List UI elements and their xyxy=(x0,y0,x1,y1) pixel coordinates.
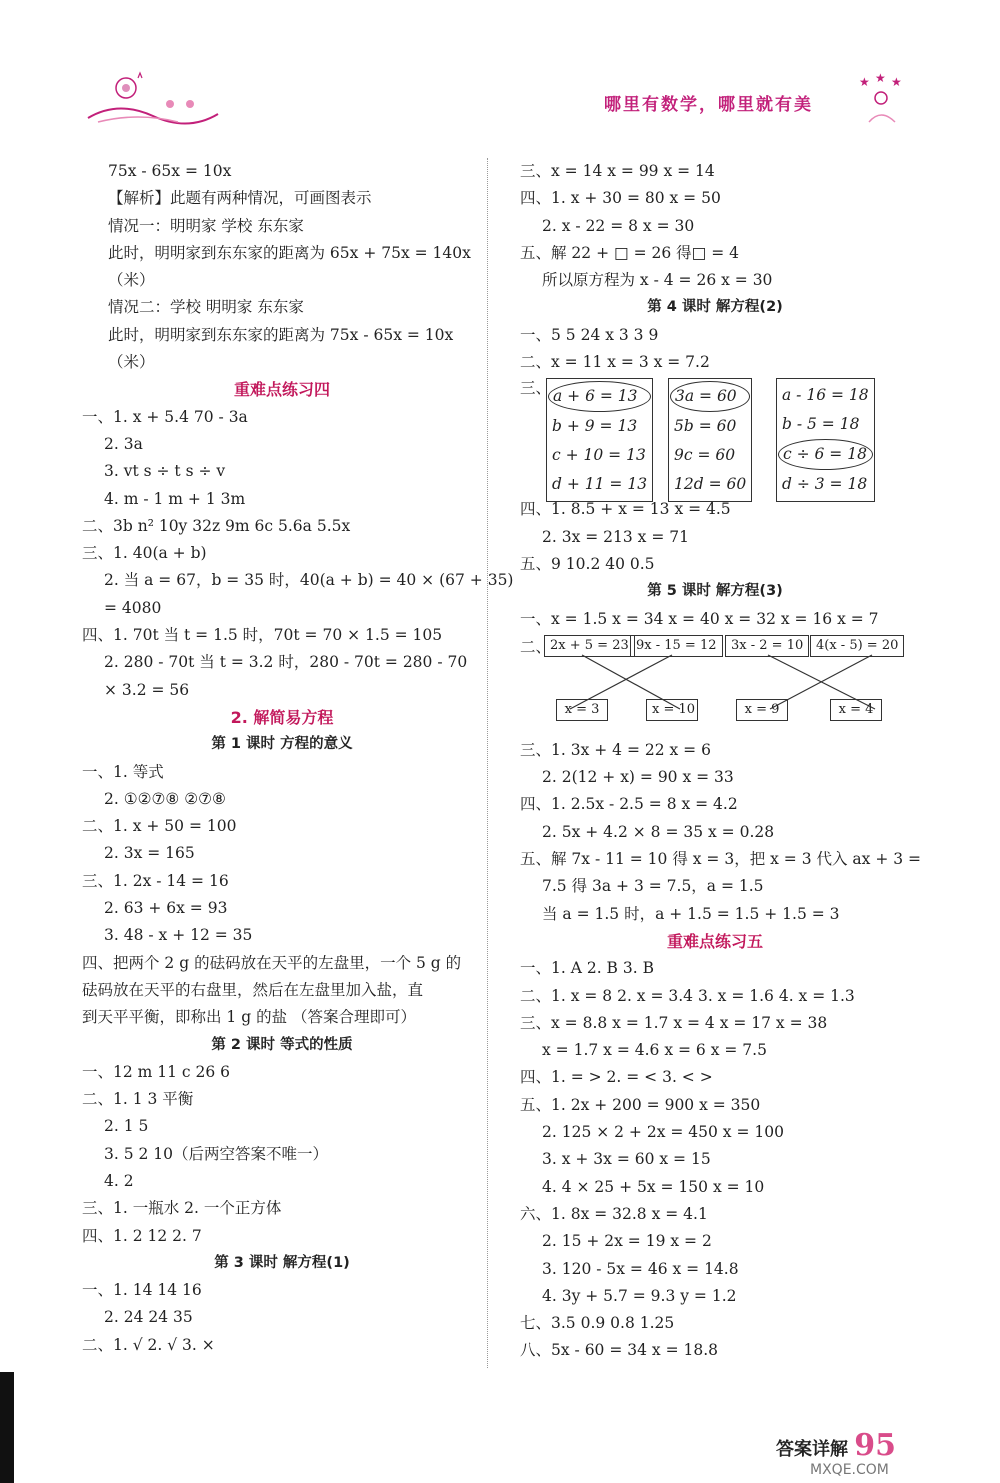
answer-line: 二、1. √ 2. √ 3. × xyxy=(82,1335,215,1354)
right-bottom-block xyxy=(520,737,922,1365)
answer-line: 八、5x - 60 = 34 x = 18.8 xyxy=(520,1341,719,1360)
box-eq: c + 10 = 13 xyxy=(552,446,646,465)
match-equation: 9x - 15 = 12 xyxy=(630,635,723,657)
match-equation: 3x - 2 = 10 xyxy=(725,635,809,657)
answer-line: × 3.2 = 56 xyxy=(104,680,190,699)
header-logo-icon xyxy=(78,70,228,130)
answer-line: 三、x = 8.8 x = 1.7 x = 4 x = 17 x = 38 xyxy=(520,1013,828,1032)
answer-line: 2. 3a xyxy=(104,434,143,453)
answer-line: 五、解 7x - 11 = 10 得 x = 3，把 x = 3 代入 ax + 3 = xyxy=(520,850,922,869)
box-eq: d + 11 = 13 xyxy=(552,475,648,494)
answer-line: 【解析】此题有两种情况，可画图表示 xyxy=(108,189,372,208)
watermark: MXQE.COM xyxy=(810,1462,889,1478)
answer-line: 一、1. 等式 xyxy=(82,762,164,781)
answer-line: 情况一：明明家 学校 东东家 xyxy=(108,216,304,235)
boxes-figure xyxy=(520,376,910,496)
equation-box-2 xyxy=(668,378,752,502)
matching-figure xyxy=(520,633,910,737)
answer-line: 四、1. 2 12 2. 7 xyxy=(82,1226,202,1245)
answer-line: 到天平平衡，即称出 1 g 的盐 （答案合理即可） xyxy=(82,1008,416,1027)
answer-line: 四、把两个 2 g 的砝码放在天平的左盘里，一个 5 g 的 xyxy=(82,953,462,972)
lesson-title: 第 4 课时 解方程(2) xyxy=(647,299,783,316)
page-footer xyxy=(776,1428,896,1463)
answer-line: 4. m - 1 m + 1 3m xyxy=(104,489,246,508)
answer-line: 4. 3y + 5.7 = 9.3 y = 1.2 xyxy=(542,1286,737,1305)
answer-line: 五、9 10.2 40 0.5 xyxy=(520,554,655,573)
answer-line: 2. 125 × 2 + 2x = 450 x = 100 xyxy=(542,1123,784,1142)
answer-line: 二、1. x + 50 = 100 xyxy=(82,817,237,836)
section-title: 重难点练习四 xyxy=(233,380,330,400)
answer-line: 五、解 22 + □ = 26 得□ = 4 xyxy=(520,243,739,262)
answer-line: 一、1. 14 14 16 xyxy=(82,1281,202,1300)
answer-line: x = 1.7 x = 4.6 x = 6 x = 7.5 xyxy=(542,1041,767,1060)
answer-line: 4. 2 xyxy=(104,1171,134,1190)
box-eq: 3a = 60 xyxy=(670,381,750,412)
answer-line: 六、1. 8x = 32.8 x = 4.1 xyxy=(520,1204,708,1223)
answer-line: 3. vt s ÷ t s ÷ v xyxy=(104,462,226,481)
svg-text:★: ★ xyxy=(859,75,870,89)
answer-line: 2. 2(12 + x) = 90 x = 33 xyxy=(542,768,734,787)
answer-line: 2. 当 a = 67，b = 35 时，40(a + b) = 40 × (67 + 35) xyxy=(104,571,514,590)
answer-line: 四、1. 2.5x - 2.5 = 8 x = 4.2 xyxy=(520,795,738,814)
match-solution: x = 3 xyxy=(556,699,608,721)
page-number: 95 xyxy=(854,1428,897,1463)
answer-line: 一、1. A 2. B 3. B xyxy=(520,959,654,978)
match-solution: x = 4 xyxy=(830,699,882,721)
answer-line: 三、x = 14 x = 99 x = 14 xyxy=(520,162,715,180)
answer-line: 2. 3x = 165 xyxy=(104,844,195,863)
answer-line: 三、1. 3x + 4 = 22 x = 6 xyxy=(520,740,711,759)
box-eq: 12d = 60 xyxy=(674,475,747,494)
match-label: 二、 xyxy=(520,637,552,656)
answer-line: 2. 24 24 35 xyxy=(104,1308,193,1327)
answer-line: 当 a = 1.5 时，a + 1.5 = 1.5 + 1.5 = 3 xyxy=(542,904,840,923)
box-eq: c ÷ 6 = 18 xyxy=(778,439,873,470)
scan-edge xyxy=(0,1372,14,1483)
lesson-title: 第 2 课时 等式的性质 xyxy=(211,1036,353,1053)
box-eq: a - 16 = 18 xyxy=(782,386,869,405)
answer-line: 一、5 5 24 x 3 3 9 xyxy=(520,325,659,344)
answer-line: 2. 3x = 213 x = 71 xyxy=(542,527,689,546)
header-slogan: 哪里有数学，哪里就有美 xyxy=(604,95,813,115)
box-eq: 9c = 60 xyxy=(674,446,736,465)
box-eq: d ÷ 3 = 18 xyxy=(782,475,868,494)
lesson-title: 第 1 课时 方程的意义 xyxy=(211,736,353,753)
box-eq: a + 6 = 13 xyxy=(548,381,651,412)
answer-line: 此时，明明家到东东家的距离为 65x + 75x = 140x xyxy=(108,243,471,262)
answer-line: 2. 1 5 xyxy=(104,1117,149,1136)
right-mid-block xyxy=(520,496,910,632)
answer-line: 三、1. 2x - 14 = 16 xyxy=(82,871,229,890)
match-solution: x = 10 xyxy=(646,699,698,721)
answer-line: 4. 4 × 25 + 5x = 150 x = 10 xyxy=(542,1177,765,1196)
answer-line: 2. ①②⑦⑧ ②⑦⑧ xyxy=(104,789,226,808)
answer-line: 二、x = 11 x = 3 x = 7.2 xyxy=(520,353,710,372)
answer-line: 四、1. 70t 当 t = 1.5 时，70t = 70 × 1.5 = 105 xyxy=(82,626,443,645)
answer-line: 3. 120 - 5x = 46 x = 14.8 xyxy=(542,1259,739,1278)
answer-line: 五、1. 2x + 200 = 900 x = 350 xyxy=(520,1095,761,1114)
answer-line: 3. 5 2 10（后两空答案不唯一） xyxy=(104,1144,329,1163)
answer-line: 四、1. 8.5 + x = 13 x = 4.5 xyxy=(520,500,731,519)
box-eq: b + 9 = 13 xyxy=(552,417,638,436)
section-title: 2. 解简易方程 xyxy=(230,707,334,727)
answer-line: 7.5 得 3a + 3 = 7.5，a = 1.5 xyxy=(542,877,764,896)
answer-line: 二、1. x = 8 2. x = 3.4 3. x = 1.6 4. x = 1.3 xyxy=(520,986,855,1005)
box-eq: b - 5 = 18 xyxy=(782,415,860,434)
answer-line: 所以原方程为 x - 4 = 26 x = 30 xyxy=(542,271,773,290)
column-divider xyxy=(487,158,488,1368)
answer-line: 3. x + 3x = 60 x = 15 xyxy=(542,1150,711,1169)
answer-line: 2. 280 - 70t 当 t = 3.2 时，280 - 70t = 280 - 70 xyxy=(104,653,468,672)
equation-box-3 xyxy=(776,378,875,502)
footer-label: 答案详解 xyxy=(776,1439,848,1460)
answer-line: 四、1. x + 30 = 80 x = 50 xyxy=(520,189,721,208)
answer-line: 情况二：学校 明明家 东东家 xyxy=(108,298,304,317)
answer-line: 2. 15 + 2x = 19 x = 2 xyxy=(542,1232,712,1251)
answer-line: （米） xyxy=(108,271,155,290)
answer-line: 2. x - 22 = 8 x = 30 xyxy=(542,216,695,235)
answer-line: 一、1. x + 5.4 70 - 3a xyxy=(82,407,248,426)
right-top-block xyxy=(520,158,910,376)
svg-text:★: ★ xyxy=(875,72,886,85)
answer-line: = 4080 xyxy=(104,598,162,617)
lesson-title: 第 5 课时 解方程(3) xyxy=(647,583,783,600)
lesson-title: 第 3 课时 解方程(1) xyxy=(214,1254,350,1271)
boxes-label: 三、 xyxy=(520,379,552,398)
section-title: 重难点练习五 xyxy=(666,931,763,951)
match-solution: x = 9 xyxy=(736,699,788,721)
answer-line: 七、3.5 0.9 0.8 1.25 xyxy=(520,1314,675,1333)
answer-line: 一、12 m 11 c 26 6 xyxy=(82,1062,231,1081)
left-column xyxy=(82,158,514,1359)
match-equation: 4(x - 5) = 20 xyxy=(810,635,904,657)
equation-box-1 xyxy=(546,378,653,502)
match-equation: 2x + 5 = 23 xyxy=(544,635,635,657)
answer-line: 三、1. 一瓶水 2. 一个正方体 xyxy=(82,1199,282,1218)
answer-line: 3. 48 - x + 12 = 35 xyxy=(104,926,253,945)
answer-line: 三、1. 40(a + b) xyxy=(82,544,207,563)
answer-line: 砝码放在天平的右盘里，然后在左盘里加入盐，直 xyxy=(82,980,424,999)
answer-line: 此时，明明家到东东家的距离为 75x - 65x = 10x xyxy=(108,325,454,344)
answer-line: 二、3b n² 10y 32z 9m 6c 5.6a 5.5x xyxy=(82,516,351,535)
answer-line: 2. 5x + 4.2 × 8 = 35 x = 0.28 xyxy=(542,822,775,841)
answer-line: 一、x = 1.5 x = 34 x = 40 x = 32 x = 16 x = 7 xyxy=(520,609,879,628)
answer-line: 四、1. = > 2. = < 3. < > xyxy=(520,1068,713,1087)
answer-line: 75x - 65x = 10x xyxy=(108,162,232,180)
svg-text:★: ★ xyxy=(891,75,902,89)
answer-line: 2. 63 + 6x = 93 xyxy=(104,899,228,918)
answer-line: （米） xyxy=(108,353,155,372)
header-stars-icon xyxy=(855,72,915,132)
box-eq: 5b = 60 xyxy=(674,417,737,436)
right-column xyxy=(520,158,922,1365)
answer-line: 二、1. 1 3 平衡 xyxy=(82,1090,194,1109)
